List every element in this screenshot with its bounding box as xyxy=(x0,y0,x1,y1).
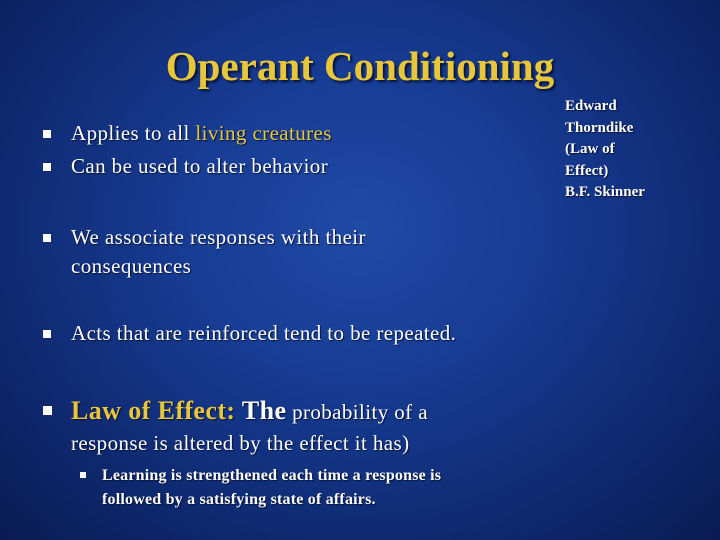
slide-title: Operant Conditioning xyxy=(165,43,555,89)
sub-bullet-line2: followed by a satisfying state of affairs. xyxy=(102,491,376,508)
side-note-line: (Law of xyxy=(565,141,615,157)
bullet-law-of-effect xyxy=(71,394,428,429)
law-of-effect-line2: response is altered by the effect it has) xyxy=(71,431,410,455)
side-note-line: Effect) xyxy=(565,162,609,179)
bullet-living-creatures xyxy=(71,119,332,148)
sub-bullet-line1: Learning is strengthened each time a response is xyxy=(102,467,442,484)
side-note-line: Thorndike xyxy=(565,119,634,136)
bullet-alter-behavior: Can be used to alter behavior xyxy=(71,154,329,178)
law-of-effect-text: probability of a xyxy=(286,400,428,424)
bullet-marker xyxy=(43,406,52,415)
side-note-line: Edward xyxy=(565,98,617,114)
side-note-line: B.F. Skinner xyxy=(565,184,645,200)
bullet-marker xyxy=(43,163,51,171)
law-of-effect-term: Law of Effect: xyxy=(71,396,236,425)
bullet-marker xyxy=(43,234,51,242)
bullet-associate-line2: consequences xyxy=(71,254,192,278)
sub-bullet-marker xyxy=(80,472,86,478)
bullet-text: Applies to all xyxy=(71,121,196,145)
bullet-marker xyxy=(43,130,51,138)
side-note xyxy=(565,96,645,204)
law-of-effect-the: The xyxy=(235,396,287,425)
bullet-associate-line1: We associate responses with their xyxy=(71,225,366,249)
highlight-text: living creatures xyxy=(195,121,332,145)
bullet-marker xyxy=(43,330,51,338)
bullet-reinforced: Acts that are reinforced tend to be repeated. xyxy=(71,321,457,345)
